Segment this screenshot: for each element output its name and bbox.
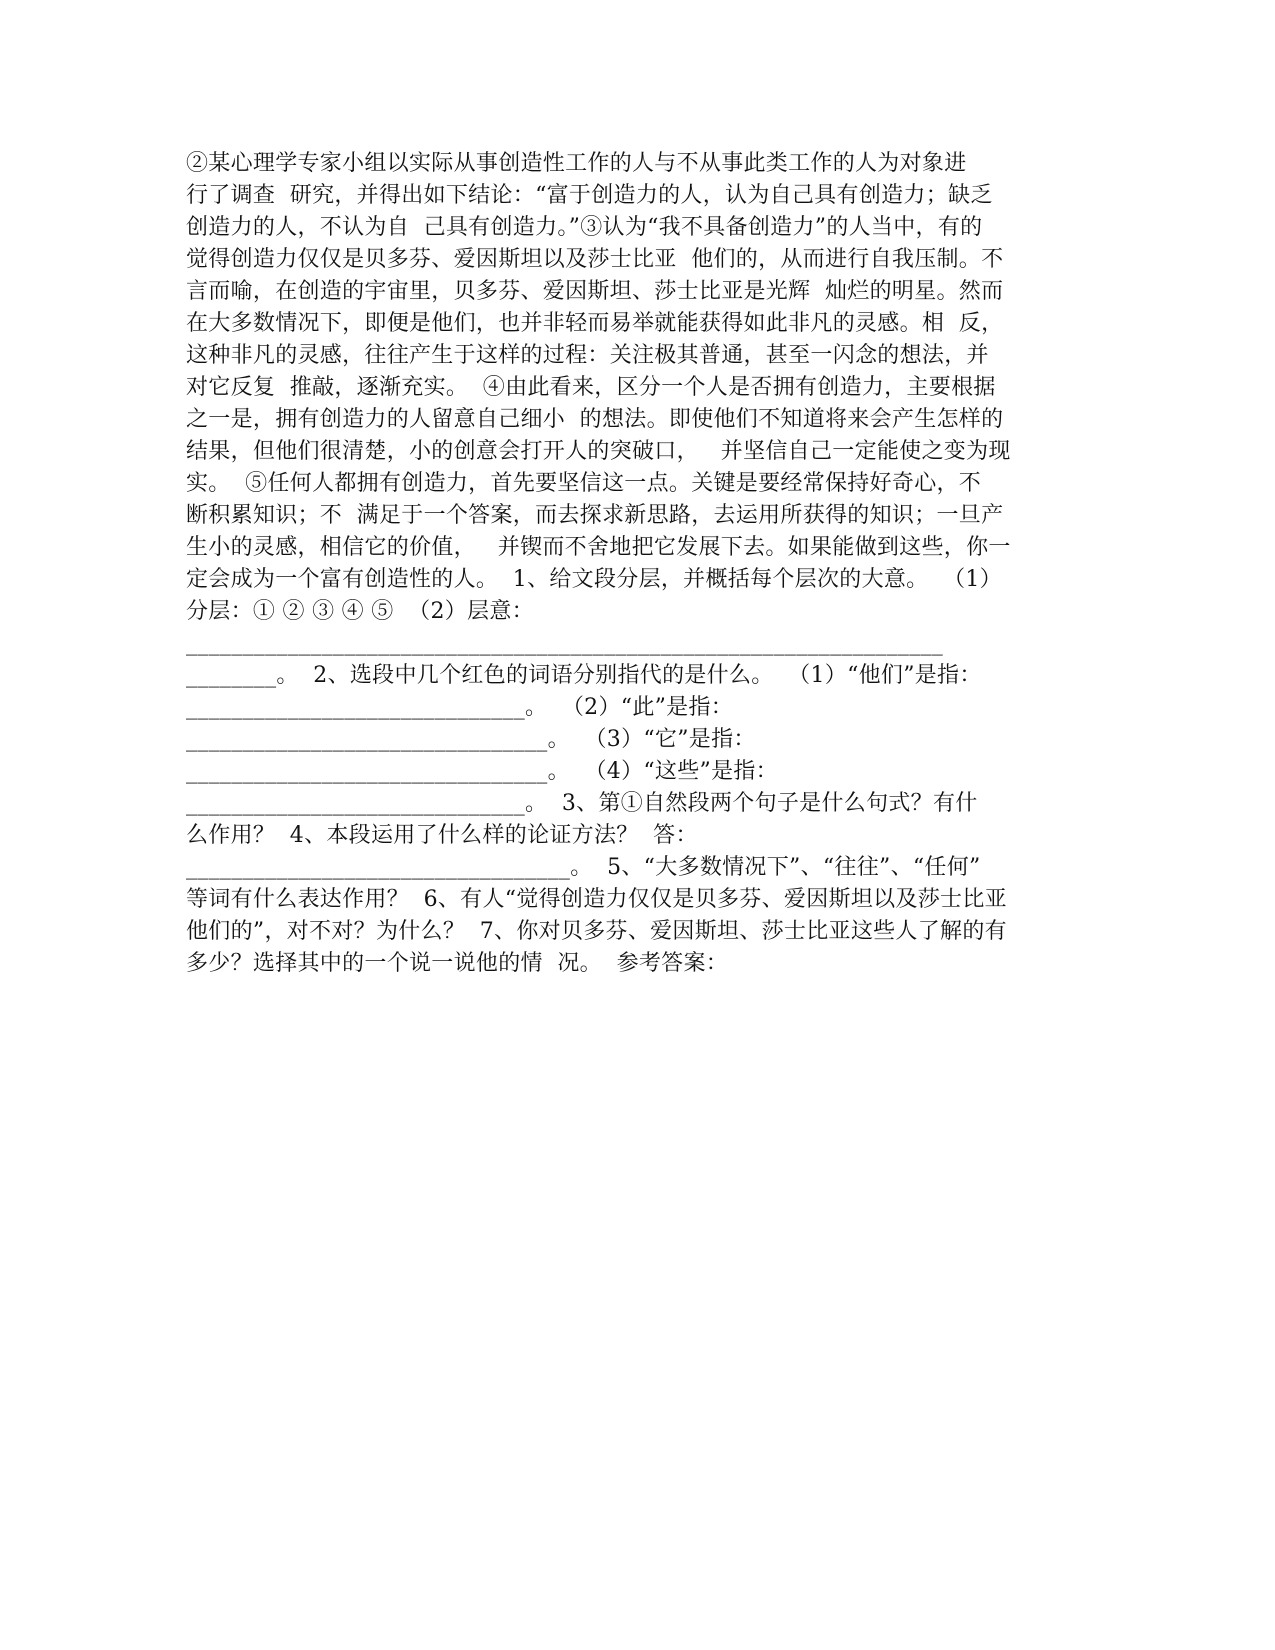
text-line: 创造力的人，不认为自 己具有创造力。”③认为“我不具备创造力”的人当中，有的: [186, 215, 983, 240]
text-line: 定会成为一个富有创造性的人。 1、给文段分层，并概括每个层次的大意。 （1）: [186, 567, 1002, 592]
text-line: 结果，但他们很清楚，小的创意会打开人的突破口， 并坚信自己一定能使之变为现: [186, 439, 1011, 464]
answer-blank-line: ___________________________________________________________________: [186, 631, 944, 656]
text-line: 之一是，拥有创造力的人留意自己细小 的想法。即使他们不知道将来会产生怎样的: [186, 407, 1004, 432]
text-line: ________________________________。 （3）“它”是指：: [186, 727, 756, 752]
text-line: 这种非凡的灵感，往往产生于这样的过程：关注极其普通，甚至一闪念的想法，并: [186, 343, 989, 368]
text-line: 他们的”，对不对？为什么？ 7、你对贝多芬、爱因斯坦、莎士比亚这些人了解的有: [186, 919, 1007, 944]
text-line: 行了调查 研究，并得出如下结论：“富于创造力的人，认为自己具有创造力；缺乏: [186, 183, 993, 208]
text-line: ________。 2、选段中几个红色的词语分别指代的是什么。 （1）“他们”是指：: [186, 663, 982, 688]
text-line: 等词有什么表达作用？ 6、有人“觉得创造力仅仅是贝多芬、爱因斯坦以及莎士比亚: [186, 887, 1007, 912]
text-line: 实。 ⑤任何人都拥有创造力，首先要坚信这一点。关键是要经常保持好奇心，不: [186, 471, 982, 496]
text-line: 断积累知识；不 满足于一个答案，而去探求新思路，去运用所获得的知识；一旦产: [186, 503, 1004, 528]
text-line: 对它反复 推敲，逐渐充实。 ④由此看来，区分一个人是否拥有创造力，主要根据: [186, 375, 996, 400]
text-line: 么作用？ 4、本段运用了什么样的论证方法？ 答：: [186, 823, 698, 848]
text-line: ________________________________。 （4）“这些”是指：: [186, 759, 778, 784]
text-line: 在大多数情况下，即便是他们，也并非轻而易举就能获得如此非凡的灵感。相 反，: [186, 311, 1004, 336]
text-line: 分层：① ② ③ ④ ⑤ （2）层意：: [186, 599, 534, 624]
text-line: 生小的灵感，相信它的价值， 并锲而不舍地把它发展下去。如果能做到这些，你一: [186, 535, 1011, 560]
text-line: 多少？选择其中的一个说一说他的情 况。 参考答案：: [186, 951, 729, 976]
text-line: __________________________________。 5、“大多数情况下”、“往往”、“任何”: [186, 855, 981, 880]
text-line: ______________________________。 （2）“此”是指：: [186, 695, 734, 720]
text-line: 言而喻，在创造的宇宙里，贝多芬、爱因斯坦、莎士比亚是光辉 灿烂的明星。然而: [186, 279, 1004, 304]
document-body: [186, 148, 1086, 980]
text-line: 觉得创造力仅仅是贝多芬、爱因斯坦以及莎士比亚 他们的，从而进行自我压制。不: [186, 247, 1004, 272]
text-line: ②某心理学专家小组以实际从事创造性工作的人与不从事此类工作的人为对象进: [186, 151, 967, 176]
text-line: ______________________________。 3、第①自然段两个句子是什么句式？有什: [186, 791, 978, 816]
